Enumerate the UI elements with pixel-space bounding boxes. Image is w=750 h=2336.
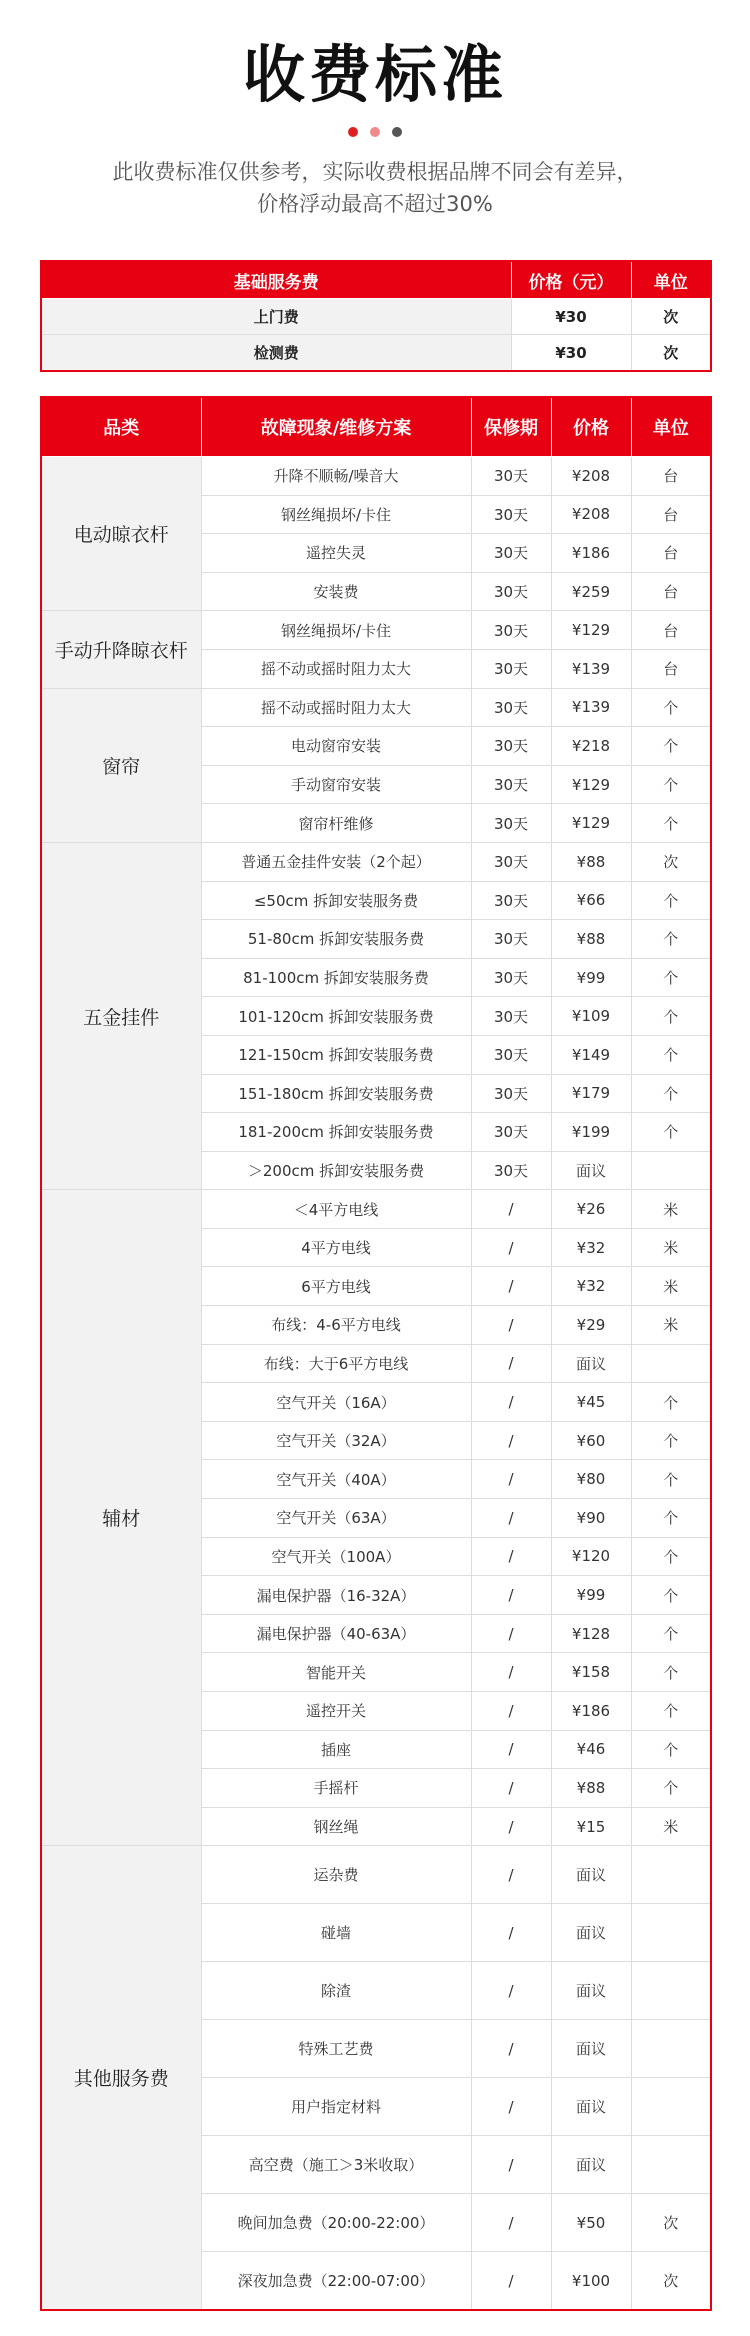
- unit-cell: [631, 1904, 711, 1962]
- price-cell: ¥32: [551, 1267, 631, 1306]
- issue-cell: 空气开关（16A）: [201, 1383, 471, 1422]
- unit-cell: 米: [631, 1306, 711, 1345]
- issue-cell: 漏电保护器（16-32A）: [201, 1576, 471, 1615]
- price-cell: ¥139: [551, 688, 631, 727]
- unit-cell: 米: [631, 1228, 711, 1267]
- issue-cell: 手动窗帘安装: [201, 765, 471, 804]
- warranty-cell: 30天: [471, 457, 551, 496]
- issue-cell: 51-80cm 拆卸安装服务费: [201, 920, 471, 959]
- unit-cell: 个: [631, 1035, 711, 1074]
- warranty-cell: 30天: [471, 804, 551, 843]
- warranty-cell: /: [471, 1460, 551, 1499]
- issue-cell: 81-100cm 拆卸安装服务费: [201, 958, 471, 997]
- warranty-cell: 30天: [471, 881, 551, 920]
- warranty-cell: /: [471, 1692, 551, 1731]
- price-cell: ¥120: [551, 1537, 631, 1576]
- warranty-cell: /: [471, 1267, 551, 1306]
- issue-cell: 布线：4-6平方电线: [201, 1306, 471, 1345]
- issue-cell: 升降不顺畅/噪音大: [201, 457, 471, 496]
- price-cell: ¥259: [551, 572, 631, 611]
- issue-cell: 4平方电线: [201, 1228, 471, 1267]
- unit-cell: [631, 1962, 711, 2020]
- price-cell: 面议: [551, 1904, 631, 1962]
- warranty-cell: 30天: [471, 727, 551, 766]
- issue-cell: ＜4平方电线: [201, 1190, 471, 1229]
- unit-cell: 个: [631, 1537, 711, 1576]
- price-cell: ¥129: [551, 804, 631, 843]
- base-cell-unit: 次: [631, 335, 711, 372]
- table-row: [41, 457, 711, 496]
- main-header-issue: 故障现象/维修方案: [201, 397, 471, 457]
- issue-cell: 布线：大于6平方电线: [201, 1344, 471, 1383]
- warranty-cell: 30天: [471, 1151, 551, 1190]
- warranty-cell: /: [471, 1576, 551, 1615]
- issue-cell: 窗帘杆维修: [201, 804, 471, 843]
- page-subtitle: [0, 156, 750, 220]
- base-cell-price: ¥30: [511, 299, 631, 335]
- issue-cell: 121-150cm 拆卸安装服务费: [201, 1035, 471, 1074]
- category-cell: 五金挂件: [41, 842, 201, 1189]
- unit-cell: 个: [631, 920, 711, 959]
- unit-cell: 台: [631, 495, 711, 534]
- unit-cell: 次: [631, 842, 711, 881]
- issue-cell: 电动窗帘安装: [201, 727, 471, 766]
- price-cell: ¥139: [551, 649, 631, 688]
- unit-cell: 米: [631, 1267, 711, 1306]
- price-cell: 面议: [551, 1846, 631, 1904]
- subtitle-line-2: 价格浮动最高不超过30%: [257, 192, 493, 216]
- price-cell: ¥158: [551, 1653, 631, 1692]
- warranty-cell: 30天: [471, 534, 551, 573]
- issue-cell: 空气开关（40A）: [201, 1460, 471, 1499]
- issue-cell: 摇不动或摇时阻力太大: [201, 688, 471, 727]
- warranty-cell: 30天: [471, 495, 551, 534]
- base-cell-service: 检测费: [41, 335, 511, 372]
- issue-cell: 钢丝绳: [201, 1807, 471, 1846]
- price-cell: ¥32: [551, 1228, 631, 1267]
- unit-cell: 个: [631, 727, 711, 766]
- warranty-cell: /: [471, 1807, 551, 1846]
- issue-cell: 空气开关（100A）: [201, 1537, 471, 1576]
- price-cell: ¥88: [551, 1769, 631, 1808]
- warranty-cell: 30天: [471, 649, 551, 688]
- decorative-dots: [0, 127, 750, 139]
- base-header-price: 价格（元）: [511, 261, 631, 299]
- warranty-cell: 30天: [471, 1074, 551, 1113]
- repair-fee-table: [40, 396, 712, 2311]
- warranty-cell: /: [471, 1846, 551, 1904]
- unit-cell: 台: [631, 572, 711, 611]
- unit-cell: [631, 1344, 711, 1383]
- price-cell: ¥90: [551, 1499, 631, 1538]
- dot-red-icon: [348, 127, 358, 137]
- main-header-price: 价格: [551, 397, 631, 457]
- main-header-category: 品类: [41, 397, 201, 457]
- unit-cell: 台: [631, 457, 711, 496]
- issue-cell: 用户指定材料: [201, 2078, 471, 2136]
- unit-cell: [631, 2078, 711, 2136]
- unit-cell: 台: [631, 534, 711, 573]
- price-cell: ¥149: [551, 1035, 631, 1074]
- issue-cell: 除渣: [201, 1962, 471, 2020]
- issue-cell: 遥控失灵: [201, 534, 471, 573]
- unit-cell: [631, 2136, 711, 2194]
- price-cell: ¥46: [551, 1730, 631, 1769]
- price-cell: 面议: [551, 2078, 631, 2136]
- warranty-cell: /: [471, 1769, 551, 1808]
- issue-cell: 深夜加急费（22:00-07:00）: [201, 2252, 471, 2311]
- unit-cell: 次: [631, 2194, 711, 2252]
- price-cell: ¥100: [551, 2252, 631, 2311]
- price-cell: ¥15: [551, 1807, 631, 1846]
- price-cell: 面议: [551, 1962, 631, 2020]
- issue-cell: 空气开关（63A）: [201, 1499, 471, 1538]
- price-cell: ¥50: [551, 2194, 631, 2252]
- unit-cell: [631, 1846, 711, 1904]
- main-header-unit: 单位: [631, 397, 711, 457]
- price-cell: ¥66: [551, 881, 631, 920]
- price-cell: ¥60: [551, 1421, 631, 1460]
- price-cell: ¥99: [551, 1576, 631, 1615]
- price-cell: 面议: [551, 2136, 631, 2194]
- price-cell: ¥186: [551, 1692, 631, 1731]
- unit-cell: 个: [631, 1113, 711, 1152]
- category-cell: 电动晾衣杆: [41, 457, 201, 611]
- warranty-cell: /: [471, 2252, 551, 2311]
- warranty-cell: 30天: [471, 958, 551, 997]
- price-cell: ¥109: [551, 997, 631, 1036]
- unit-cell: 个: [631, 881, 711, 920]
- warranty-cell: /: [471, 1499, 551, 1538]
- unit-cell: 个: [631, 1730, 711, 1769]
- subtitle-line-1: 此收费标准仅供参考，实际收费根据品牌不同会有差异，: [112, 160, 638, 184]
- warranty-cell: /: [471, 1383, 551, 1422]
- issue-cell: 安装费: [201, 572, 471, 611]
- category-cell: 手动升降晾衣杆: [41, 611, 201, 688]
- base-header-service: 基础服务费: [41, 261, 511, 299]
- unit-cell: 个: [631, 1460, 711, 1499]
- warranty-cell: /: [471, 1962, 551, 2020]
- category-cell: 窗帘: [41, 688, 201, 842]
- unit-cell: 个: [631, 765, 711, 804]
- table-row: [41, 335, 711, 372]
- price-cell: ¥208: [551, 457, 631, 496]
- price-cell: ¥179: [551, 1074, 631, 1113]
- unit-cell: 个: [631, 1576, 711, 1615]
- warranty-cell: /: [471, 2020, 551, 2078]
- issue-cell: 手摇杆: [201, 1769, 471, 1808]
- base-header-unit: 单位: [631, 261, 711, 299]
- table-row: [41, 611, 711, 650]
- warranty-cell: /: [471, 2078, 551, 2136]
- warranty-cell: /: [471, 1306, 551, 1345]
- price-cell: ¥129: [551, 611, 631, 650]
- unit-cell: 个: [631, 1074, 711, 1113]
- warranty-cell: /: [471, 1653, 551, 1692]
- base-fee-table: [40, 260, 712, 372]
- dot-pink-icon: [370, 127, 380, 137]
- unit-cell: 个: [631, 1653, 711, 1692]
- issue-cell: 晚间加急费（20:00-22:00）: [201, 2194, 471, 2252]
- unit-cell: 个: [631, 1499, 711, 1538]
- dot-gray-icon: [392, 127, 402, 137]
- issue-cell: 高空费（施工＞3米收取）: [201, 2136, 471, 2194]
- price-cell: ¥26: [551, 1190, 631, 1229]
- unit-cell: 台: [631, 649, 711, 688]
- issue-cell: 漏电保护器（40-63A）: [201, 1614, 471, 1653]
- warranty-cell: /: [471, 1537, 551, 1576]
- warranty-cell: /: [471, 2136, 551, 2194]
- warranty-cell: 30天: [471, 920, 551, 959]
- unit-cell: 台: [631, 611, 711, 650]
- price-cell: ¥199: [551, 1113, 631, 1152]
- page-title: 收费标准: [242, 38, 507, 111]
- warranty-cell: /: [471, 1730, 551, 1769]
- warranty-cell: 30天: [471, 765, 551, 804]
- price-cell: 面议: [551, 1151, 631, 1190]
- unit-cell: 个: [631, 1692, 711, 1731]
- price-cell: ¥129: [551, 765, 631, 804]
- issue-cell: 运杂费: [201, 1846, 471, 1904]
- warranty-cell: /: [471, 1344, 551, 1383]
- warranty-cell: 30天: [471, 1035, 551, 1074]
- issue-cell: ≤50cm 拆卸安装服务费: [201, 881, 471, 920]
- main-table-body: [41, 457, 711, 2311]
- table-row: [41, 842, 711, 881]
- price-cell: ¥88: [551, 842, 631, 881]
- warranty-cell: /: [471, 1614, 551, 1653]
- main-header-warranty: 保修期: [471, 397, 551, 457]
- price-cell: ¥80: [551, 1460, 631, 1499]
- unit-cell: 个: [631, 997, 711, 1036]
- warranty-cell: /: [471, 1421, 551, 1460]
- unit-cell: 个: [631, 1614, 711, 1653]
- price-cell: ¥29: [551, 1306, 631, 1345]
- issue-cell: 空气开关（32A）: [201, 1421, 471, 1460]
- unit-cell: 次: [631, 2252, 711, 2311]
- table-row: [41, 1846, 711, 1904]
- base-cell-price: ¥30: [511, 335, 631, 372]
- price-cell: 面议: [551, 2020, 631, 2078]
- warranty-cell: /: [471, 1228, 551, 1267]
- unit-cell: 个: [631, 958, 711, 997]
- issue-cell: 101-120cm 拆卸安装服务费: [201, 997, 471, 1036]
- table-row: [41, 1190, 711, 1229]
- unit-cell: 个: [631, 688, 711, 727]
- issue-cell: 钢丝绳损坏/卡住: [201, 495, 471, 534]
- warranty-cell: 30天: [471, 1113, 551, 1152]
- table-row: [41, 299, 711, 335]
- warranty-cell: 30天: [471, 997, 551, 1036]
- price-cell: ¥88: [551, 920, 631, 959]
- warranty-cell: /: [471, 2194, 551, 2252]
- warranty-cell: /: [471, 1904, 551, 1962]
- unit-cell: 米: [631, 1190, 711, 1229]
- price-cell: ¥128: [551, 1614, 631, 1653]
- category-cell: 辅材: [41, 1190, 201, 1846]
- base-cell-service: 上门费: [41, 299, 511, 335]
- unit-cell: [631, 2020, 711, 2078]
- price-cell: 面议: [551, 1344, 631, 1383]
- price-cell: ¥186: [551, 534, 631, 573]
- unit-cell: 个: [631, 1769, 711, 1808]
- issue-cell: 特殊工艺费: [201, 2020, 471, 2078]
- issue-cell: 摇不动或摇时阻力太大: [201, 649, 471, 688]
- price-cell: ¥99: [551, 958, 631, 997]
- issue-cell: 181-200cm 拆卸安装服务费: [201, 1113, 471, 1152]
- unit-cell: [631, 1151, 711, 1190]
- warranty-cell: 30天: [471, 572, 551, 611]
- main-table-header-row: [41, 397, 711, 457]
- price-cell: ¥208: [551, 495, 631, 534]
- issue-cell: 钢丝绳损坏/卡住: [201, 611, 471, 650]
- unit-cell: 个: [631, 1383, 711, 1422]
- issue-cell: 6平方电线: [201, 1267, 471, 1306]
- issue-cell: 普通五金挂件安装（2个起）: [201, 842, 471, 881]
- issue-cell: 遥控开关: [201, 1692, 471, 1731]
- unit-cell: 米: [631, 1807, 711, 1846]
- unit-cell: 个: [631, 804, 711, 843]
- price-cell: ¥45: [551, 1383, 631, 1422]
- issue-cell: 智能开关: [201, 1653, 471, 1692]
- base-cell-unit: 次: [631, 299, 711, 335]
- category-cell: 其他服务费: [41, 1846, 201, 2311]
- table-row: [41, 688, 711, 727]
- unit-cell: 个: [631, 1421, 711, 1460]
- issue-cell: 151-180cm 拆卸安装服务费: [201, 1074, 471, 1113]
- warranty-cell: 30天: [471, 842, 551, 881]
- warranty-cell: 30天: [471, 611, 551, 650]
- issue-cell: ＞200cm 拆卸安装服务费: [201, 1151, 471, 1190]
- base-table-header-row: [41, 261, 711, 299]
- price-cell: ¥218: [551, 727, 631, 766]
- warranty-cell: 30天: [471, 688, 551, 727]
- issue-cell: 插座: [201, 1730, 471, 1769]
- issue-cell: 碰墙: [201, 1904, 471, 1962]
- warranty-cell: /: [471, 1190, 551, 1229]
